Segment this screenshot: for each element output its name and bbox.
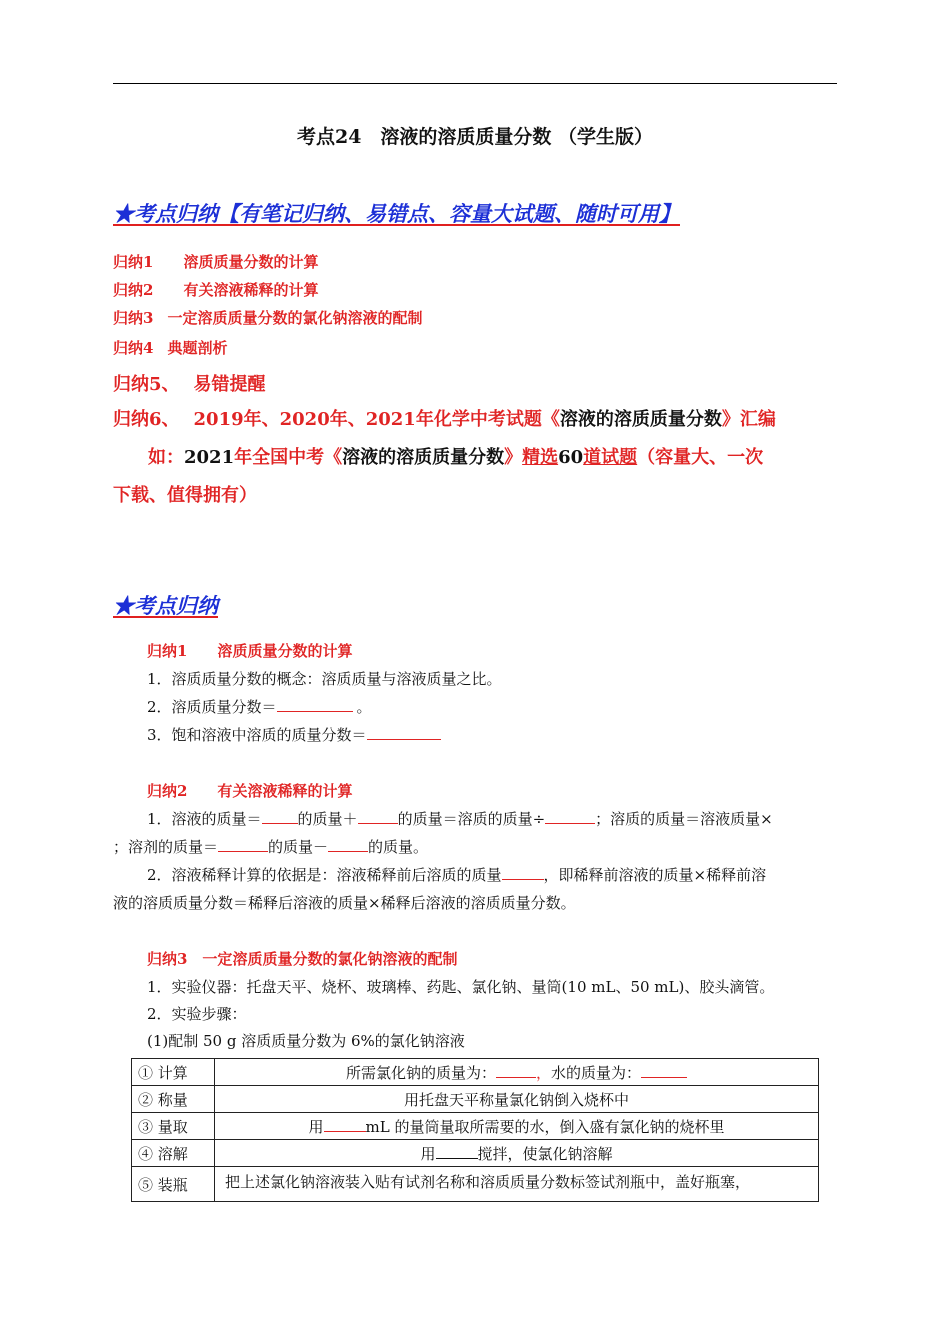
s3-line-3: (1)配制 50 g 溶质质量分数为 6%的氯化钠溶液 — [147, 1032, 465, 1050]
blank-field[interactable] — [218, 837, 268, 852]
toc-item-5[interactable] — [113, 370, 266, 396]
s2-text: ；溶质的质量＝溶液质量× — [595, 810, 773, 828]
s2-text: ；溶剂的质量＝ — [113, 838, 219, 856]
promo-line-2: 下载、值得拥有） — [113, 485, 257, 506]
toc-num: 归纳2 — [113, 281, 154, 299]
blank-field[interactable] — [324, 1117, 366, 1132]
toc-item-3[interactable] — [113, 307, 422, 328]
toc-num: 归纳6、 — [113, 409, 180, 430]
table-row — [132, 1086, 819, 1113]
step-text: mL 的量筒量取所需要的水，倒入盛有氯化钠的烧杯里 — [365, 1117, 725, 1136]
blank-field[interactable] — [545, 809, 595, 824]
table-row — [132, 1059, 819, 1086]
toc-text: 溶质质量分数的计算 — [183, 253, 319, 271]
step-content — [215, 1059, 819, 1086]
step-text: 用 — [420, 1144, 436, 1163]
step-content: 把上述氯化钠溶液装入贴有试剂名称和溶质质量分数标签试剂瓶中，盖好瓶塞， — [215, 1167, 819, 1202]
s2-text: 2．溶液稀释计算的依据是：溶液稀释前后溶质的质量 — [147, 866, 502, 884]
toc-item-6[interactable] — [113, 405, 776, 431]
s1-line-3 — [147, 724, 441, 745]
step-label: ② 称量 — [132, 1086, 215, 1113]
step-text: 水的质量为： — [551, 1063, 642, 1082]
section-banner: ★考点归纳 — [113, 593, 218, 618]
step-content — [215, 1113, 819, 1140]
toc-topic: 溶液的溶质质量分数 — [559, 409, 722, 430]
step-content: 用托盘天平称量氯化钠倒入烧杯中 — [215, 1086, 819, 1113]
step-label: ① 计算 — [132, 1059, 215, 1086]
blank-field[interactable] — [641, 1063, 687, 1078]
s1-line-2-text: 2．溶质质量分数＝ — [147, 698, 277, 716]
blank-field[interactable] — [502, 865, 544, 880]
promo-select-link[interactable]: 精选 — [522, 447, 559, 468]
s2-text: 的质量。 — [368, 838, 429, 856]
s1-line-1: 1．溶质质量分数的概念：溶质质量与溶液质量之比。 — [147, 670, 502, 688]
step-text: 用 — [308, 1117, 324, 1136]
s2-text: 的质量＋ — [297, 810, 358, 828]
promo-line — [148, 443, 763, 469]
toc-text: 易错提醒 — [193, 374, 266, 395]
steps-table — [131, 1058, 819, 1202]
blank-field[interactable] — [277, 697, 353, 712]
step-label: ③ 量取 — [132, 1113, 215, 1140]
toc-item-2[interactable] — [113, 279, 318, 300]
promo-year: 2021 — [184, 447, 235, 468]
promo-topic: 溶液的溶质质量分数 — [342, 447, 505, 468]
section-2-heading: 归纳2 有关溶液稀释的计算 — [147, 782, 353, 800]
section-3-heading: 归纳3 一定溶质质量分数的氯化钠溶液的配制 — [147, 950, 458, 968]
section-1-heading: 归纳1 溶质质量分数的计算 — [147, 642, 353, 660]
table-row — [132, 1113, 819, 1140]
toc-num: 归纳5、 — [113, 374, 180, 395]
toc-num: 归纳1 — [113, 253, 154, 271]
s1-line-2 — [147, 696, 372, 717]
toc-text: 一定溶质质量分数的氯化钠溶液的配制 — [167, 309, 423, 327]
s3-line-2: 2．实验步骤： — [147, 1005, 247, 1023]
blank-field[interactable] — [358, 809, 398, 824]
s1-line-2-end: 。 — [356, 698, 372, 716]
toc-num: 归纳3 — [113, 309, 154, 327]
blank-field[interactable] — [436, 1144, 478, 1159]
toc-item-4[interactable] — [113, 337, 227, 358]
promo-unit-link[interactable]: 道试题 — [583, 447, 638, 468]
toc-item-1[interactable] — [113, 251, 318, 272]
header-rule — [113, 83, 837, 84]
table-row — [132, 1140, 819, 1167]
toc-text: 2019年、2020年、2021年化学中考试题《 — [193, 409, 560, 430]
step-sep: ， — [535, 1063, 551, 1082]
blank-field[interactable] — [496, 1063, 536, 1078]
s2-line-4: 液的溶质质量分数＝稀释后溶液的质量×稀释后溶液的溶质质量分数。 — [113, 894, 576, 912]
blank-field[interactable] — [262, 809, 298, 824]
page-title: 考点24 溶液的溶质质量分数 （学生版） — [296, 126, 654, 148]
toc-text: 典题剖析 — [167, 339, 228, 357]
summary-banner: ★考点归纳【有笔记归纳、易错点、容量大试题、随时可用】 — [113, 201, 680, 226]
s1-line-3-text: 3．饱和溶液中溶质的质量分数＝ — [147, 726, 367, 744]
step-text: 所需氯化钠的质量为： — [345, 1063, 496, 1082]
toc-text-end: 》汇编 — [721, 409, 776, 430]
promo-text: 》 — [504, 447, 523, 468]
promo-lead: 如： — [148, 447, 184, 468]
s3-line-1: 1．实验仪器：托盘天平、烧杯、玻璃棒、药匙、氯化钠、量筒(10 mL、50 mL)、胶头滴管。 — [147, 978, 775, 996]
blank-field[interactable] — [328, 837, 368, 852]
blank-field[interactable] — [367, 725, 441, 740]
s2-text: 1．溶液的质量＝ — [147, 810, 262, 828]
promo-tail: （容量大、一次 — [637, 447, 764, 468]
step-content — [215, 1140, 819, 1167]
promo-text: 年全国中考《 — [234, 447, 343, 468]
promo-count: 60 — [558, 447, 584, 468]
s2-line-1 — [147, 808, 773, 829]
step-label: ⑤ 装瓶 — [132, 1167, 215, 1202]
toc-text: 有关溶液稀释的计算 — [183, 281, 319, 299]
s2-text: 的质量＝溶质的质量÷ — [397, 810, 546, 828]
s2-text: 的质量－ — [268, 838, 329, 856]
toc-num: 归纳4 — [113, 339, 154, 357]
table-row — [132, 1167, 819, 1202]
step-label: ④ 溶解 — [132, 1140, 215, 1167]
step-text: 搅拌，使氯化钠溶解 — [477, 1144, 613, 1163]
s2-text: ，即稀释前溶液的质量×稀释前溶 — [543, 866, 767, 884]
s2-line-2 — [113, 836, 428, 857]
s2-line-3 — [147, 864, 766, 885]
